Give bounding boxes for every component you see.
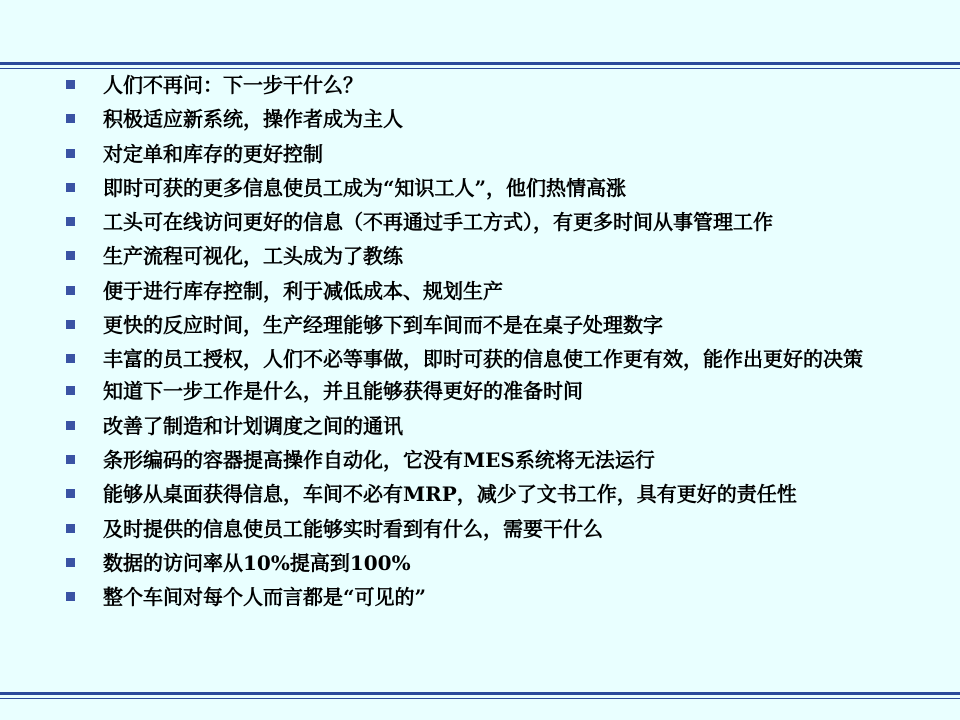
bullet-item [0, 586, 960, 608]
bullet-text: 及时提供的信息使员工能够实时看到有什么，需要干什么 [103, 516, 603, 541]
bullet-item [0, 108, 960, 130]
square-bullet-icon [66, 114, 75, 123]
square-bullet-icon [66, 183, 75, 192]
bullet-item [0, 348, 960, 370]
bullet-item [0, 177, 960, 199]
bullet-item [0, 143, 960, 165]
bullet-list [0, 74, 960, 620]
bullet-item [0, 449, 960, 471]
square-bullet-icon [66, 354, 75, 363]
bullet-item [0, 245, 960, 267]
bullet-text: 数据的访问率从10%提高到100% [103, 550, 411, 575]
square-bullet-icon [66, 217, 75, 226]
bullet-item [0, 552, 960, 574]
bullet-item [0, 280, 960, 302]
bullet-item [0, 314, 960, 336]
bullet-item [0, 74, 960, 96]
square-bullet-icon [66, 558, 75, 567]
square-bullet-icon [66, 149, 75, 158]
square-bullet-icon [66, 455, 75, 464]
bullet-text: 即时可获的更多信息使员工成为“知识工人”，他们热情高涨 [103, 175, 627, 200]
bullet-text: 能够从桌面获得信息，车间不必有MRP，减少了文书工作，具有更好的责任性 [103, 482, 797, 507]
square-bullet-icon [66, 286, 75, 295]
square-bullet-icon [66, 251, 75, 260]
square-bullet-icon [66, 489, 75, 498]
top-divider-line [0, 62, 960, 69]
square-bullet-icon [66, 386, 75, 395]
bullet-item [0, 380, 960, 402]
square-bullet-icon [66, 80, 75, 89]
bullet-text: 改善了制造和计划调度之间的通讯 [103, 413, 403, 438]
bullet-text: 工头可在线访问更好的信息（不再通过手工方式），有更多时间从事管理工作 [103, 210, 773, 235]
bottom-divider-line [0, 692, 960, 699]
bullet-item [0, 211, 960, 233]
square-bullet-icon [66, 592, 75, 601]
bullet-text: 积极适应新系统，操作者成为主人 [103, 107, 403, 132]
bullet-item [0, 518, 960, 540]
bullet-text: 条形编码的容器提高操作自动化，它没有MES系统将无法运行 [103, 447, 655, 472]
square-bullet-icon [66, 320, 75, 329]
bullet-text: 知道下一步工作是什么，并且能够获得更好的准备时间 [103, 379, 583, 404]
bullet-text: 生产流程可视化，工头成为了教练 [103, 244, 403, 269]
bullet-text: 更快的反应时间，生产经理能够下到车间而不是在桌子处理数字 [103, 313, 663, 338]
square-bullet-icon [66, 524, 75, 533]
bullet-item [0, 415, 960, 437]
bullet-item [0, 483, 960, 505]
bullet-text: 丰富的员工授权，人们不必等事做，即时可获的信息使工作更有效，能作出更好的决策 [103, 347, 863, 372]
bullet-text: 整个车间对每个人而言都是“可见的” [103, 585, 427, 610]
bullet-text: 对定单和库存的更好控制 [103, 141, 323, 166]
bullet-text: 便于进行库存控制，利于减低成本、规划生产 [103, 278, 503, 303]
square-bullet-icon [66, 421, 75, 430]
bullet-text: 人们不再问：下一步干什么？ [103, 73, 363, 97]
